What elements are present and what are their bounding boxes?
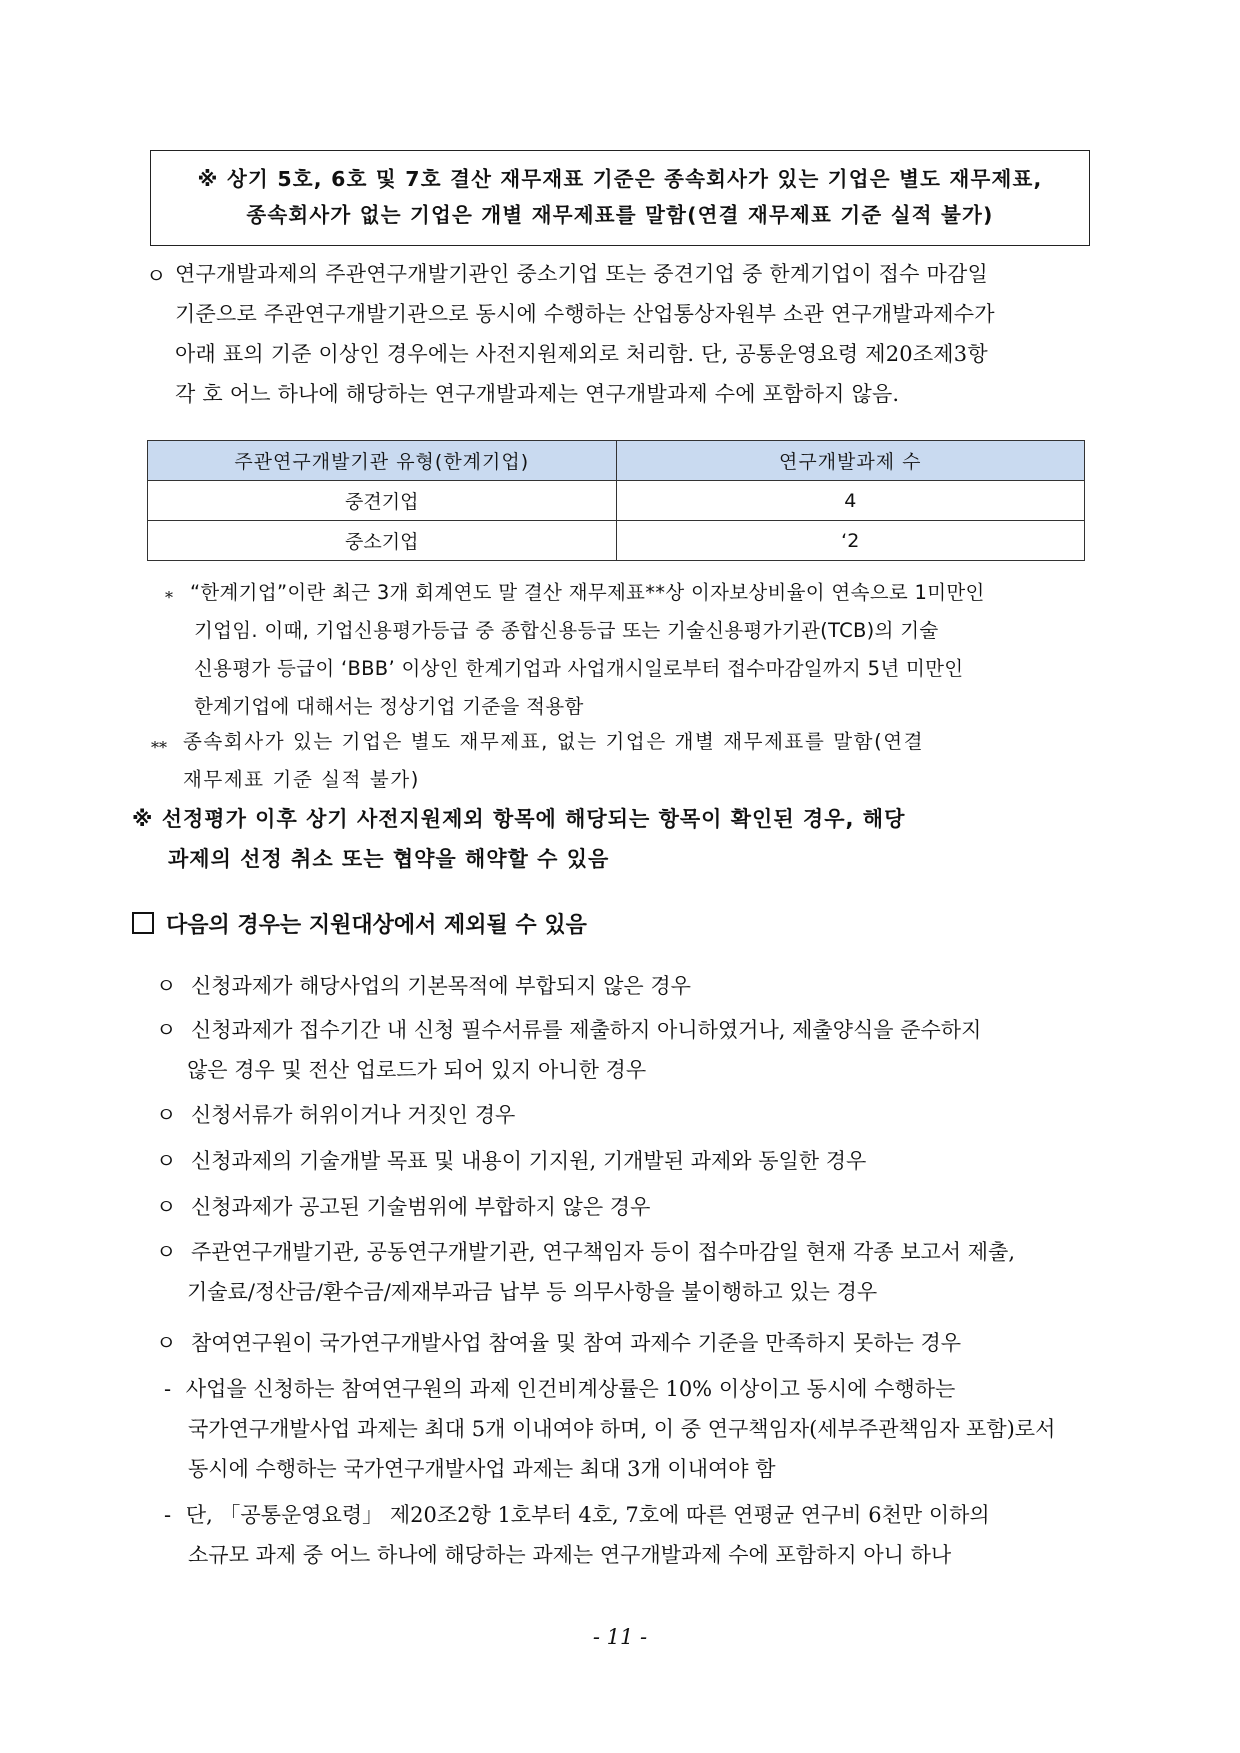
- note-1-line-3: 신용평가 등급이 ‘BBB’ 이상인 한계기업과 사업개시일로부터 접수마감일까지 5년 미만인: [194, 657, 964, 680]
- note-2-line-1: 종속회사가 있는 기업은 별도 재무제표, 없는 기업은 개별 재무제표를 말함(연결: [183, 730, 925, 753]
- intro-paragraph: [175, 254, 995, 414]
- criteria-table: [147, 440, 1085, 561]
- notice-line-2: 종속회사가 없는 기업은 개별 재무제표를 말함(연결 재무제표 기준 실적 불가): [246, 203, 994, 227]
- notice-line-1: ※ 상기 5호, 6호 및 7호 결산 재무재표 기준은 종속회사가 있는 기업은 별도 재무제표,: [197, 167, 1043, 191]
- warning-line-1: ※ 선정평가 이후 상기 사전지원제외 항목에 해당되는 항목이 확인된 경우, 해당: [132, 807, 906, 831]
- item-bullet: ㅇ: [156, 1240, 177, 1264]
- note-1-line-2: 기업임. 이때, 기업신용평가등급 중 종합신용등급 또는 기술신용평가기관(TCB)의 기술: [194, 619, 939, 642]
- note-1-mark: *: [165, 588, 173, 607]
- table-row: [148, 521, 1085, 561]
- item-text-cont: 않은 경우 및 전산 업로드가 되어 있지 아니한 경우: [187, 1058, 647, 1082]
- dash-text: 단, 「공통운영요령」 제20조2항 1호부터 4호, 7호에 따른 연평균 연구비 6천만 이하의: [185, 1503, 990, 1527]
- note-2-mark: **: [151, 738, 167, 757]
- intro-line-3: 아래 표의 기준 이상인 경우에는 사전지원제외로 처리함. 단, 공통운영요령 제20조제3항: [175, 342, 988, 366]
- exclusion-item-7: [156, 1323, 961, 1363]
- item-text: 신청과제가 해당사업의 기본목적에 부합되지 않은 경우: [190, 974, 691, 998]
- intro-bullet: ㅇ: [146, 264, 167, 288]
- exclusion-item-1: [156, 966, 691, 1006]
- item-text: 신청서류가 허위이거나 거짓인 경우: [190, 1103, 516, 1127]
- checkbox-icon: [132, 912, 154, 934]
- exclusion-item-6: [156, 1232, 1015, 1312]
- item-bullet: ㅇ: [156, 1195, 177, 1219]
- note-1-line-1: “한계기업”이란 최근 3개 회계연도 말 결산 재무제표**상 이자보상비율이 연속으로 1미만인: [190, 581, 985, 604]
- dash-mark: -: [164, 1377, 172, 1401]
- intro-line-1: 연구개발과제의 주관연구개발기관인 중소기업 또는 중견기업 중 한계기업이 접수 마감일: [175, 262, 988, 286]
- table-cell: 중견기업: [148, 481, 617, 521]
- item-text: 신청과제의 기술개발 목표 및 내용이 기지원, 기개발된 과제와 동일한 경우: [190, 1149, 867, 1173]
- table-header-count: 연구개발과제 수: [616, 441, 1085, 481]
- item-bullet: ㅇ: [156, 1331, 177, 1355]
- exclusion-item-5: [156, 1187, 650, 1227]
- note-1-line-4: 한계기업에 대해서는 정상기업 기준을 적용함: [194, 695, 584, 718]
- item-bullet: ㅇ: [156, 974, 177, 998]
- item-text: 신청과제가 공고된 기술범위에 부합하지 않은 경우: [190, 1195, 651, 1219]
- notice-box: [150, 150, 1090, 246]
- note-2-line-2: 재무제표 기준 실적 불가): [183, 768, 420, 791]
- table-header-row: [148, 441, 1085, 481]
- intro-line-2: 기준으로 주관연구개발기관으로 동시에 수행하는 산업통상자원부 소관 연구개발과제수가: [175, 302, 995, 326]
- dash-text-cont: 동시에 수행하는 국가연구개발사업 과제는 최대 3개 이내여야 함: [188, 1457, 776, 1481]
- table-header-type: 주관연구개발기관 유형(한계기업): [148, 441, 617, 481]
- table-cell: 중소기업: [148, 521, 617, 561]
- item-text: 신청과제가 접수기간 내 신청 필수서류를 제출하지 아니하였거나, 제출양식을 준수하지: [190, 1018, 982, 1042]
- dash-item-2: [164, 1495, 990, 1575]
- item-text-cont: 기술료/정산금/환수금/제재부과금 납부 등 의무사항을 불이행하고 있는 경우: [187, 1280, 878, 1304]
- intro-line-4: 각 호 어느 하나에 해당하는 연구개발과제는 연구개발과제 수에 포함하지 않음.: [175, 382, 900, 406]
- dash-mark: -: [164, 1503, 172, 1527]
- note-1: [190, 574, 985, 726]
- exclusion-item-3: [156, 1095, 515, 1135]
- page-number: - 11 -: [592, 1625, 648, 1649]
- exclusion-item-4: [156, 1141, 866, 1181]
- table-cell: 4: [616, 481, 1085, 521]
- note-2: [183, 723, 924, 799]
- item-text: 참여연구원이 국가연구개발사업 참여율 및 참여 과제수 기준을 만족하지 못하는 경우: [190, 1331, 962, 1355]
- dash-text-cont: 국가연구개발사업 과제는 최대 5개 이내여야 하며, 이 중 연구책임자(세부주관책임자 포함)로서: [188, 1417, 1056, 1441]
- item-bullet: ㅇ: [156, 1018, 177, 1042]
- section-heading: [132, 908, 587, 939]
- table-cell: ‘2: [616, 521, 1085, 561]
- dash-text-cont: 소규모 과제 중 어느 하나에 해당하는 과제는 연구개발과제 수에 포함하지 아니 하나: [188, 1543, 952, 1567]
- item-bullet: ㅇ: [156, 1103, 177, 1127]
- warning-line-2: 과제의 선정 취소 또는 협약을 해약할 수 있음: [168, 847, 610, 871]
- item-text: 주관연구개발기관, 공동연구개발기관, 연구책임자 등이 접수마감일 현재 각종 보고서 제출,: [190, 1240, 1015, 1264]
- table-row: [148, 481, 1085, 521]
- exclusion-item-2: [156, 1010, 981, 1090]
- dash-text: 사업을 신청하는 참여연구원의 과제 인건비계상률은 10% 이상이고 동시에 수행하는: [185, 1377, 956, 1401]
- item-bullet: ㅇ: [156, 1149, 177, 1173]
- section-title: 다음의 경우는 지원대상에서 제외될 수 있음: [166, 913, 587, 938]
- dash-item-1: [164, 1369, 1055, 1489]
- warning-notice: [132, 799, 905, 879]
